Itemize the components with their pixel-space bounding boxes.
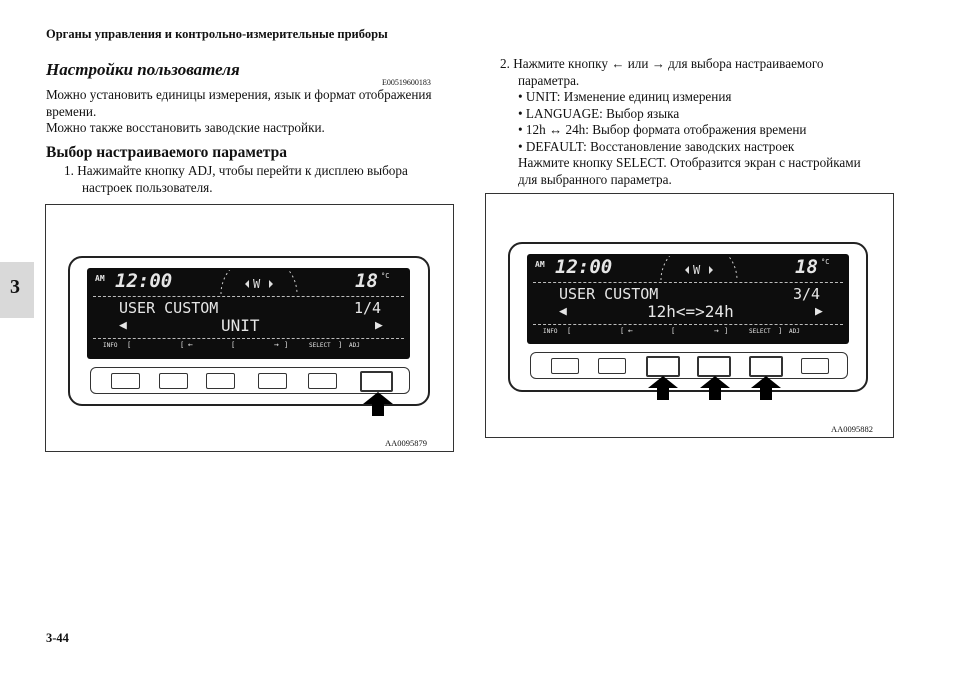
select-button[interactable]	[749, 356, 783, 377]
step-1: 1. Нажимайте кнопку ADJ, чтобы перейти к дисплею выбора настроек пользователя.	[64, 163, 408, 195]
button-1[interactable]	[551, 358, 579, 374]
figure-2-id: AA0095882	[831, 424, 874, 434]
display-panel	[68, 256, 430, 406]
lcd-item: 12h<=>24h	[647, 302, 734, 321]
clock-readout: 12:00	[115, 270, 173, 292]
svg-text:W: W	[253, 277, 261, 291]
button-3[interactable]	[206, 373, 235, 389]
compass-icon	[655, 256, 743, 282]
right-button[interactable]	[697, 356, 731, 377]
lcd-left-marker: ◀	[559, 304, 567, 319]
adj-button[interactable]	[360, 371, 393, 392]
compass-icon	[215, 270, 303, 296]
lcd-line-1: USER CUSTOM	[559, 285, 659, 303]
clock-readout: 12:00	[555, 256, 613, 278]
up-arrow-icon	[699, 375, 731, 401]
figure-2	[485, 193, 894, 438]
button-row	[90, 367, 410, 394]
section-number: 3	[10, 276, 20, 298]
button-row	[530, 352, 848, 379]
lcd-right-marker: ▶	[375, 318, 383, 333]
subheading: Выбор настраиваемого параметра	[46, 144, 287, 161]
figure-1-id: AA0095879	[385, 438, 428, 448]
lcd-left-marker: ◀	[119, 318, 127, 333]
intro-text: Можно установить единицы измерения, язык и формат отображения времени. Можно также восстановить заводские настройки.	[46, 87, 432, 135]
lcd-page-indicator: 1/4	[354, 299, 382, 317]
button-2[interactable]	[159, 373, 188, 389]
up-arrow-icon	[750, 375, 782, 401]
lcd-line-1: USER CUSTOM	[119, 299, 219, 317]
section-title: Настройки пользователя	[46, 60, 240, 79]
lcd-screen: AM 12:00 W 18 °C USER CUSTOM 1/4 ◀ UNIT ▶ INFO [ [ ← [ → ] SELECT ] ADJ	[87, 268, 410, 359]
button-2[interactable]	[598, 358, 626, 374]
button-1[interactable]	[111, 373, 140, 389]
step-2: 2. Нажмите кнопку ← или → для выбора настраиваемого параметра. • UNIT: Изменение единиц измерения • LANGUAGE: Выбор языка • 12h ↔ 24h: Выбор формата отображения времени • DEFAULT: Восстановление заводских настроек Нажмите кнопку SELECT. Отобразится экран с настройками для выбранного параметра.	[500, 56, 861, 187]
lcd-item: UNIT	[221, 316, 260, 335]
running-header: Органы управления и контрольно-измерительные приборы	[46, 27, 388, 41]
svg-text:W: W	[693, 263, 701, 277]
left-button[interactable]	[646, 356, 680, 377]
lcd-page-indicator: 3/4	[793, 285, 821, 303]
temperature-readout: 18	[355, 270, 378, 292]
temperature-readout: 18	[795, 256, 818, 278]
button-6[interactable]	[801, 358, 829, 374]
button-5[interactable]	[308, 373, 337, 389]
doc-code: E00519600183	[382, 78, 431, 87]
figure-1	[45, 204, 454, 452]
display-panel	[508, 242, 868, 392]
up-arrow-icon	[362, 391, 394, 417]
page-number: 3-44	[46, 631, 69, 645]
lcd-screen: AM 12:00 W 18 °C USER CUSTOM 3/4 ◀ 12h<=>24h ▶ INFO [ [ ← [ → ] SELECT ] ADJ	[527, 254, 849, 344]
lcd-right-marker: ▶	[815, 304, 823, 319]
button-4[interactable]	[258, 373, 287, 389]
up-arrow-icon	[647, 375, 679, 401]
